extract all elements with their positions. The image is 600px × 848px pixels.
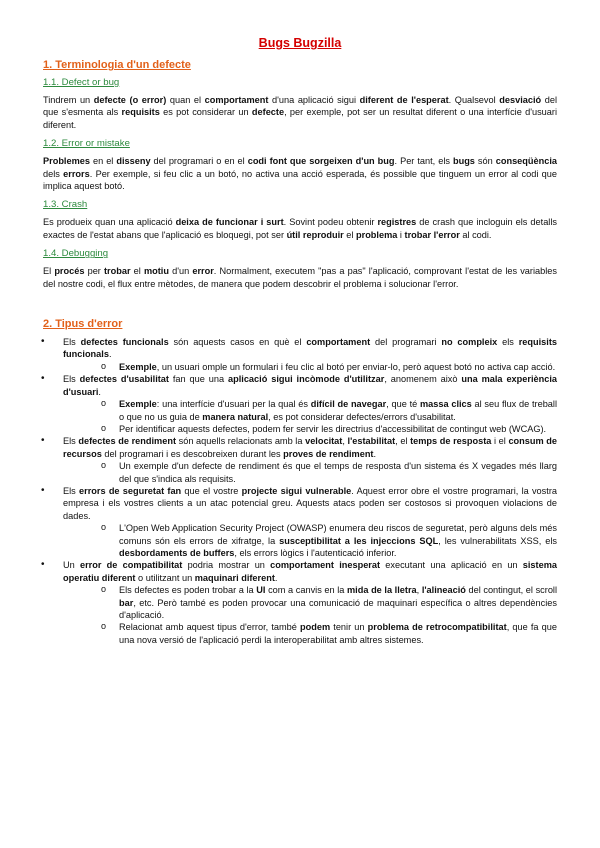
text-run: , per exemple, pot ser un resultat diferent o una interfície d'usuari diferent. — [43, 107, 557, 130]
sub-list-item — [101, 361, 557, 373]
text-run: executant una aplicació en un — [380, 560, 523, 571]
bold-text: no compleix — [441, 337, 498, 348]
bold-text: maquinari diferent — [194, 572, 275, 583]
sub1-paragraph — [43, 94, 557, 131]
text-run: , — [342, 436, 348, 447]
error-type-text — [63, 337, 557, 359]
text-run: i el — [491, 436, 509, 447]
text-run: Un — [63, 560, 80, 571]
text-run: els — [497, 337, 519, 348]
sub-list — [63, 398, 557, 435]
text-run: . Sovint podeu obtenir — [283, 217, 378, 228]
text-run: del contingut, el scroll — [465, 585, 558, 596]
sub-list-item — [101, 460, 557, 485]
sub2-heading: 1.2. Error or mistake — [43, 138, 130, 150]
error-type-item — [43, 336, 557, 373]
text-run: , les vulnerabilitats XSS, els — [438, 535, 558, 546]
text-run: que el vostre — [181, 485, 242, 496]
bold-text: comportament — [306, 337, 371, 348]
bold-text: motiu — [143, 266, 169, 277]
text-run: el — [343, 229, 356, 240]
bold-text: trobar l'error — [404, 229, 460, 240]
text-run: , anomenem això — [384, 374, 462, 385]
sub3-heading: 1.3. Crash — [43, 199, 88, 211]
sub-list — [63, 522, 557, 559]
bold-text: diferent de l'esperat — [359, 95, 449, 105]
bold-text: l'estabilitat — [347, 436, 396, 447]
bold-text: proves de rendiment — [283, 448, 374, 459]
text-run: . — [108, 349, 112, 360]
sub2-paragraph — [43, 155, 557, 192]
error-types-list — [43, 336, 557, 646]
text-run: . Qualsevol — [448, 95, 500, 105]
sub-list — [63, 584, 557, 646]
text-run: del programari — [370, 337, 442, 348]
text-run: Els — [63, 485, 80, 496]
text-run: per — [84, 266, 104, 277]
bold-text: bugs — [452, 156, 475, 167]
text-run: . Aquest error obre el vostre programari, la vostra empresa i els vostres clients a un atac potencial greu. Aquests atacs poden ser costosos si provoquen violacions de dades. — [63, 485, 557, 521]
text-run: . Per exemple, si feu clic a un botó, no activa una acció esperada, és possible que tinguem un error al codi que implica aquest botó. — [43, 168, 557, 192]
sub-list-item — [101, 423, 557, 435]
text-run: . — [373, 448, 377, 459]
text-run: podria mostrar un — [182, 560, 271, 571]
text-run: Tindrem un — [43, 95, 94, 105]
bold-text: projecte sigui vulnerable — [241, 485, 352, 496]
bold-text: comportament inesperat — [270, 560, 381, 571]
error-type-item — [43, 435, 557, 485]
bold-text: Problemes — [43, 156, 90, 167]
sub-list-item — [101, 522, 557, 559]
text-run: L'Open Web Application Security Project (OWASP) enumera deu riscos de seguretat, però alguns dels més comuns són els errors de xifratge, la — [119, 523, 557, 546]
text-run: , el — [395, 436, 411, 447]
error-type-text — [63, 560, 557, 582]
bold-text: difícil de navegar — [310, 399, 387, 410]
bold-text: sistema operatiu diferent — [63, 560, 557, 583]
text-run: el — [130, 266, 144, 277]
error-type-item — [43, 373, 557, 435]
sub1-heading: 1.1. Defect or bug — [43, 77, 120, 88]
error-type-text — [63, 486, 557, 521]
section2-heading: 2. Tipus d'error — [43, 318, 123, 331]
text-run: del que s'esmenta als — [43, 95, 557, 118]
spacer — [43, 297, 557, 317]
text-run: de crash que incloguin els detalls exactes de l'estat abans que l'aplicació es bloquegi, pot ser — [43, 217, 557, 240]
bold-text: desviació — [499, 95, 542, 105]
bold-text: codi font que sorgeixen d'un bug — [247, 156, 395, 167]
text-run: , etc. Però també es poden provocar una comunicació de maquinari específica o altres dependències d'aplicació. — [119, 597, 557, 620]
text-run: en el — [89, 156, 117, 167]
bold-text: error de compatibilitat — [79, 560, 183, 571]
text-run: . Per tant, els — [394, 156, 453, 167]
bold-text: bar — [119, 597, 134, 608]
bold-text: Exemple — [119, 399, 157, 410]
text-run: es pot considerar un — [159, 107, 252, 118]
bold-text: UI — [256, 585, 266, 596]
document-page — [43, 36, 557, 646]
bold-text: problema de retrocompatibilitat — [367, 622, 507, 633]
text-run: al seu flux de treball o que no us guia de — [119, 399, 558, 422]
sub-list — [63, 460, 557, 485]
bold-text: conseqüència — [495, 156, 558, 167]
bold-text: velocitat — [305, 436, 343, 447]
bold-text: l'alineació — [421, 585, 466, 596]
text-run: , que té — [386, 399, 420, 410]
text-run: . — [274, 572, 278, 583]
text-run: són — [474, 156, 496, 167]
bold-text: útil reproduir — [286, 229, 344, 240]
text-run: tenir un — [330, 622, 368, 633]
text-run: , es pot considerar defectes/errors d'usabilitat. — [268, 411, 456, 422]
bold-text: defectes de rendiment — [78, 436, 177, 447]
text-run: , els errors lògics i l'autenticació inferior. — [234, 547, 397, 558]
text-run: Els defectes es poden trobar a la — [119, 585, 257, 596]
text-run: Els — [63, 436, 79, 447]
text-run: : una interfície d'usuari per la qual és — [156, 399, 311, 410]
text-run: Els — [63, 374, 80, 385]
error-type-item — [43, 485, 557, 559]
bold-text: deixa de funcionar i surt — [175, 217, 284, 228]
sub-list-item — [101, 398, 557, 423]
text-run: Un exemple d'un defecte de rendiment és que el temps de resposta d'un sistema és X vegades més llarg del que s'indica als requisits. — [119, 461, 557, 484]
text-run: Per identificar aquests defectes, podem fer servir les directrius d'accessibilitat de contingut web (WCAG). — [119, 423, 547, 434]
bold-text: trobar — [104, 266, 131, 277]
sub-list-item — [101, 621, 557, 646]
bold-text: Exemple — [119, 361, 157, 372]
bold-text: massa clics — [419, 399, 472, 410]
bold-text: procés — [54, 266, 85, 277]
bold-text: consum de recursos — [63, 436, 557, 459]
bold-text: disseny — [116, 156, 151, 167]
text-run: d'un — [168, 266, 193, 277]
text-run: o utilitzant un — [135, 572, 195, 583]
text-run: Es produeix quan una aplicació — [43, 217, 176, 228]
bold-text: manera natural — [202, 411, 269, 422]
text-run: del programari o en el — [150, 156, 248, 167]
bold-text: registres — [377, 217, 417, 228]
bold-text: errors — [63, 168, 90, 179]
text-run: són aquests casos en què el — [168, 337, 307, 348]
document-title: Bugs Bugzilla — [258, 36, 342, 50]
text-run: d'una aplicació sigui — [268, 95, 360, 105]
text-run: , que fa que una nova versió de l'aplicació perdi la interoperabilitat amb altres sistemes. — [119, 622, 557, 645]
sub4-heading: 1.4. Debugging — [43, 248, 109, 260]
bold-text: defectes funcionals — [80, 337, 169, 348]
error-type-item — [43, 559, 557, 646]
text-run: i — [397, 229, 405, 240]
sub-list — [63, 361, 557, 373]
bold-text: mida de la lletra — [347, 585, 417, 596]
text-run: . Normalment, executem "pas a pas" l'aplicació, comprovant l'estat de les variables del nostre codi, el flux entre mètodes, de manera que podem descobrir el problema i solucionar l'error. — [43, 266, 557, 289]
text-run: , — [416, 585, 422, 596]
bold-text: errors de seguretat fan — [79, 485, 182, 496]
text-run: dels — [43, 168, 64, 179]
error-type-text — [63, 374, 557, 396]
bold-text: comportament — [204, 95, 269, 105]
text-run: fan que una — [168, 374, 228, 385]
text-run: quan el — [166, 95, 205, 105]
text-run: al codi. — [459, 229, 492, 240]
text-run: Els — [63, 337, 81, 348]
text-run: del programari i es descobreixen durant les — [101, 448, 284, 459]
text-run: són aquells relacionats amb la — [176, 436, 306, 447]
sub4-paragraph — [43, 265, 557, 290]
bold-text: requisits funcionals — [63, 337, 557, 360]
text-run: El — [43, 266, 55, 277]
section1-heading: 1. Terminologia d'un defecte — [43, 59, 191, 71]
bold-text: error — [192, 266, 214, 277]
bold-text: desbordaments de buffers — [119, 547, 235, 558]
bold-text: susceptibilitat a les injeccions SQL — [279, 535, 439, 546]
bold-text: problema — [356, 229, 398, 240]
bold-text: podem — [300, 622, 331, 633]
text-run: com a canvis en la — [265, 585, 348, 596]
bold-text: aplicació sigui incòmode d'utilitzar — [228, 374, 385, 385]
bold-text: defectes d'usabilitat — [79, 374, 169, 385]
sub3-paragraph — [43, 216, 557, 241]
bold-text: temps de resposta — [410, 436, 492, 447]
text-run: Relacionat amb aquest tipus d'error, també — [119, 622, 300, 633]
text-run: , un usuari omple un formulari i feu clic al botó per enviar-lo, però aquest botó no activa cap acció. — [156, 361, 556, 372]
bold-text: una mala experiència d'usuari — [63, 374, 558, 397]
bold-text: defecte — [251, 107, 285, 118]
error-type-text — [63, 436, 557, 458]
bold-text: defecte (o error) — [93, 95, 167, 105]
sub-list-item — [101, 584, 557, 621]
text-run: . — [98, 386, 101, 397]
bold-text: requisits — [121, 107, 160, 118]
